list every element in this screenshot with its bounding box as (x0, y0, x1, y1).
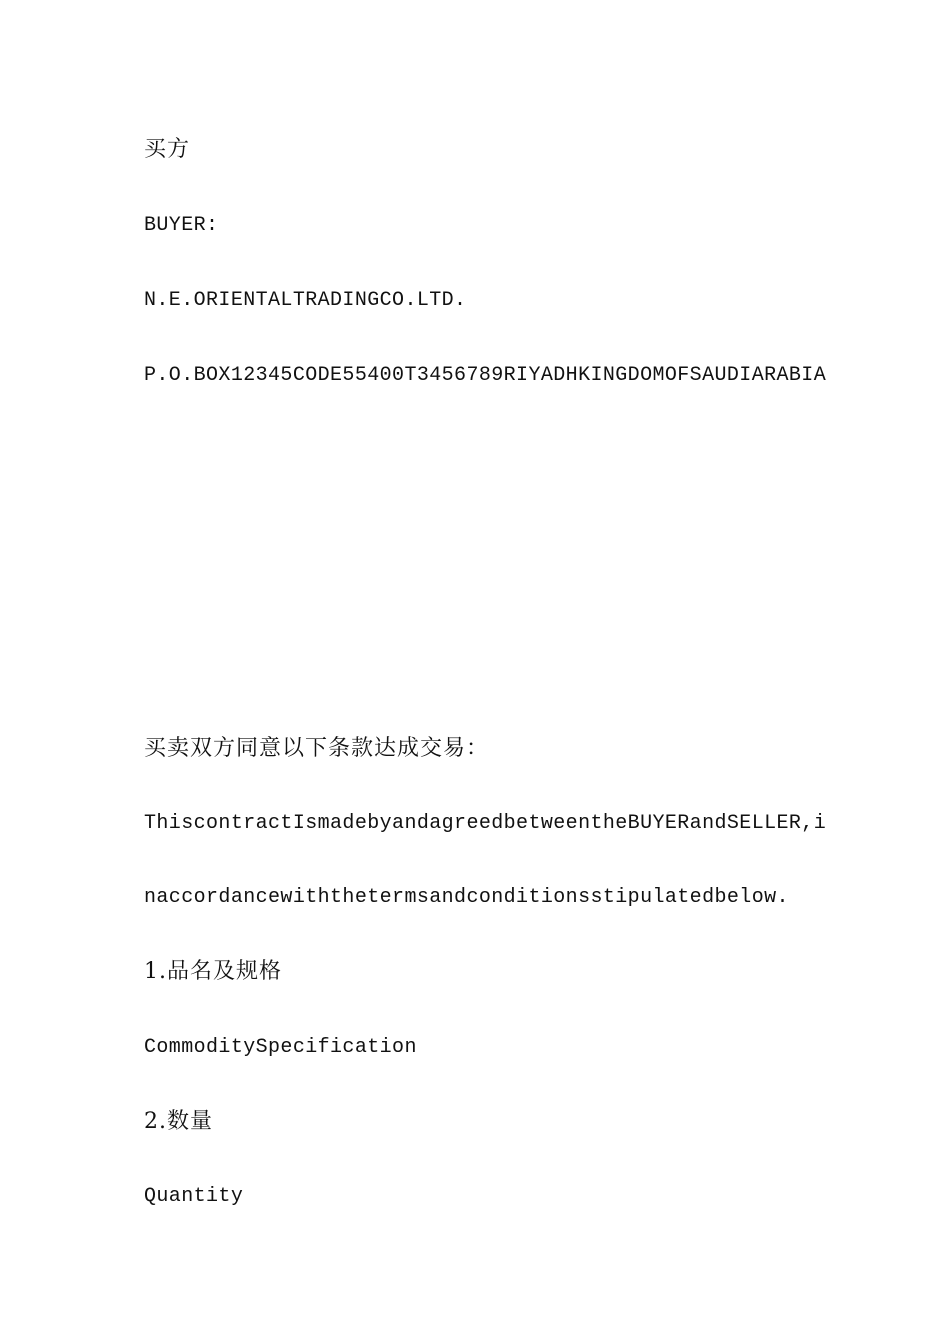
clause-1-title-cn: 1.品名及规格 (144, 959, 282, 984)
clause-2-title-en: Quantity (144, 1185, 244, 1208)
clause-1-title-en: CommoditySpecification (144, 1036, 417, 1059)
buyer-address: P.O.BOX12345CODE55400T3456789RIYADHKINGDOMOFSAUDIARABIA (144, 364, 827, 387)
buyer-label: BUYER: (144, 214, 219, 237)
agreement-intro-en-line2: naccordancewiththetermsandconditionsstipulatedbelow. (144, 886, 789, 909)
agreement-intro-cn: 买卖双方同意以下条款达成交易： (144, 736, 490, 761)
agreement-intro-en-line1: ThiscontractIsmadebyandagreedbetweentheBUYERandSELLER,i (144, 812, 827, 835)
clause-2-title-cn: 2.数量 (144, 1109, 213, 1134)
buyer-company: N.E.ORIENTALTRADINGCO.LTD. (144, 289, 467, 312)
buyer-heading-cn: 买方 (144, 137, 191, 162)
